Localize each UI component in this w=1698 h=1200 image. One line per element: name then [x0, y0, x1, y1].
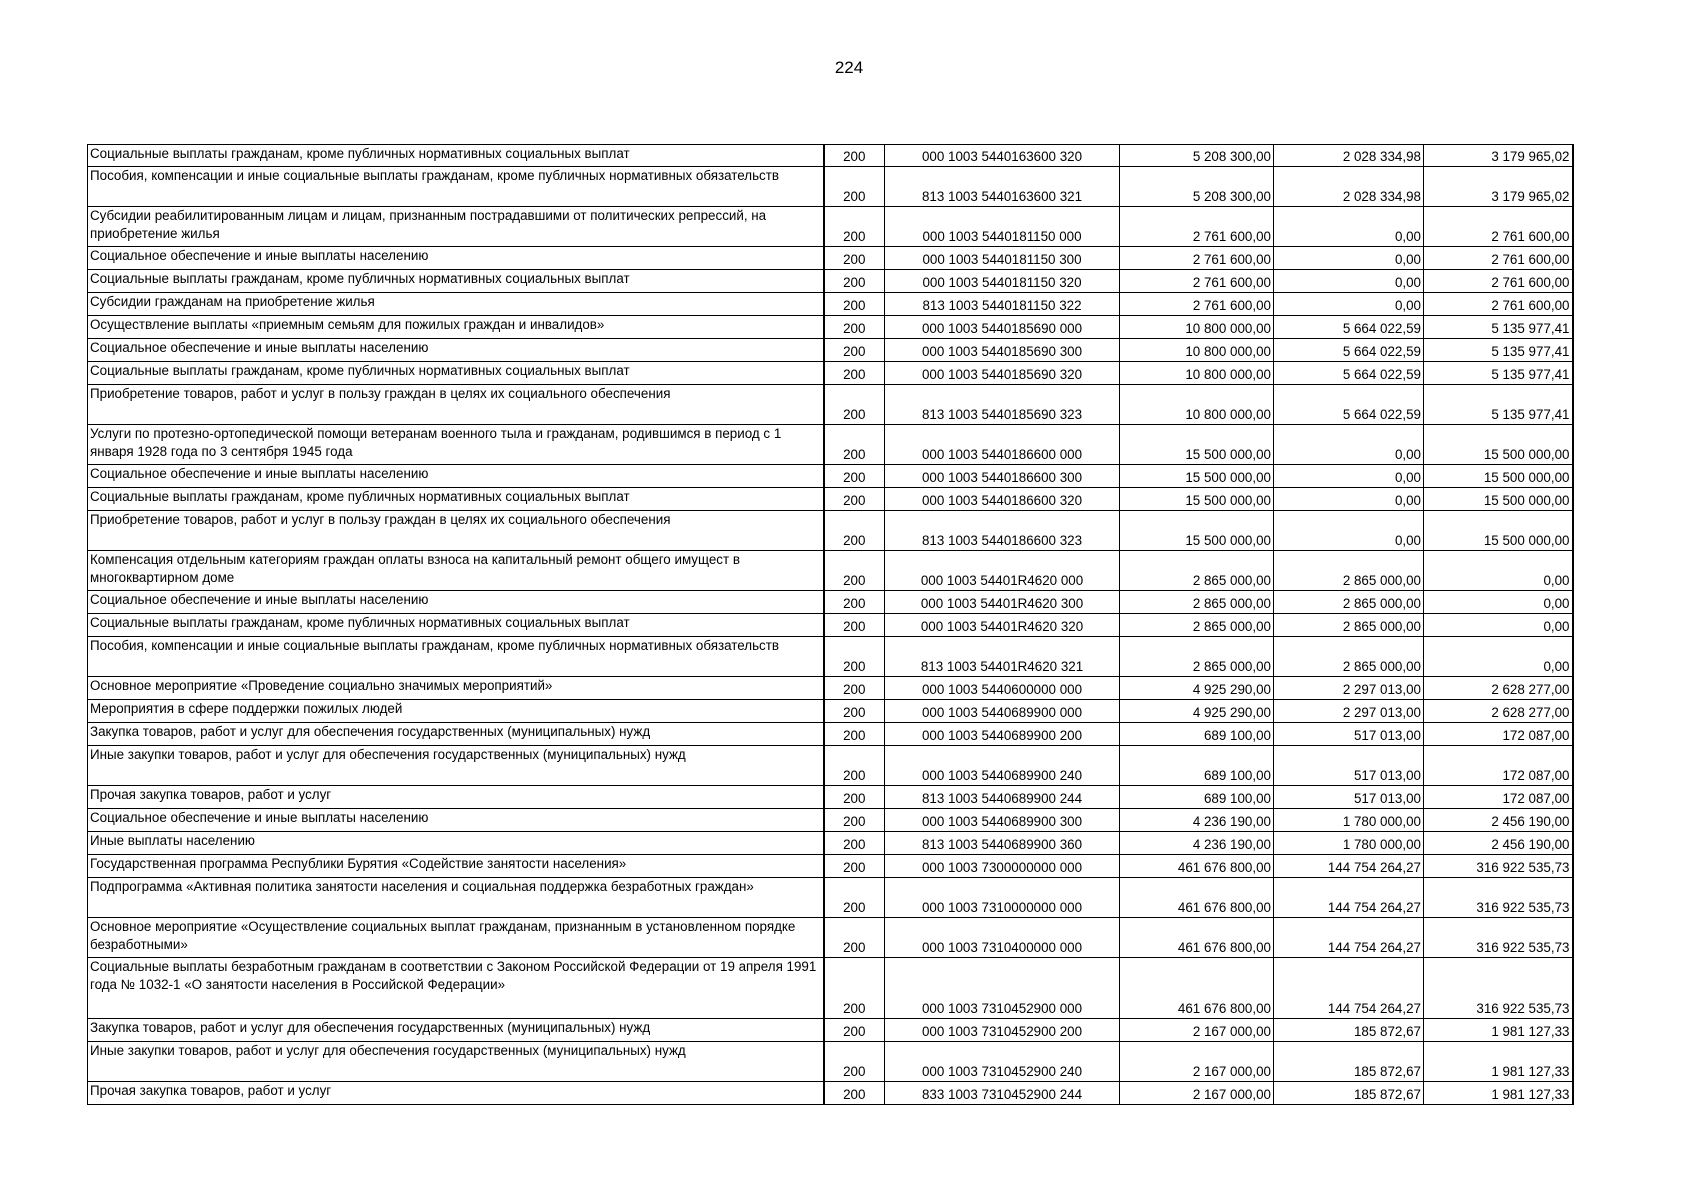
- row-name-cell: Социальное обеспечение и иные выплаты населению: [88, 465, 824, 488]
- row-name-cell: Закупка товаров, работ и услуг для обеспечения государственных (муниципальных) нужд: [88, 1019, 824, 1042]
- row-rest-cell: 2 761 600,00: [1424, 247, 1573, 270]
- row-fact-cell: 5 664 022,59: [1274, 362, 1424, 385]
- table-row: [88, 465, 1573, 488]
- row-rest-cell: 0,00: [1424, 591, 1573, 614]
- row-name-cell: Компенсация отдельным категориям граждан оплаты взноса на капитальный ремонт общего имущест в многоквартирном доме: [88, 551, 824, 591]
- row-fact-cell: 144 754 264,27: [1274, 878, 1424, 918]
- row-fact-cell: 5 664 022,59: [1274, 316, 1424, 339]
- row-plan-cell: 2 761 600,00: [1120, 293, 1274, 316]
- row-name-cell: Закупка товаров, работ и услуг для обеспечения государственных (муниципальных) нужд: [88, 723, 824, 746]
- row-fact-cell: 0,00: [1274, 293, 1424, 316]
- table-row: [88, 551, 1573, 591]
- row-line-code-cell: 200: [824, 591, 885, 614]
- row-name-cell: Иные закупки товаров, работ и услуг для обеспечения государственных (муниципальных) нужд: [88, 1042, 824, 1082]
- row-kbk-cell: 000 1003 5440689900 200: [885, 723, 1120, 746]
- table-row: [88, 385, 1573, 425]
- row-line-code-cell: 200: [824, 746, 885, 786]
- row-fact-cell: 0,00: [1274, 270, 1424, 293]
- row-line-code-cell: 200: [824, 1082, 885, 1105]
- row-rest-cell: 5 135 977,41: [1424, 385, 1573, 425]
- row-name-cell: Основное мероприятие «Проведение социально значимых мероприятий»: [88, 677, 824, 700]
- row-plan-cell: 2 865 000,00: [1120, 591, 1274, 614]
- row-kbk-cell: 000 1003 7310400000 000: [885, 918, 1120, 958]
- row-name-cell: Основное мероприятие «Осуществление социальных выплат гражданам, признанным в установленном порядке безработными»: [88, 918, 824, 958]
- row-plan-cell: 15 500 000,00: [1120, 488, 1274, 511]
- row-name-cell: Социальные выплаты гражданам, кроме публичных нормативных социальных выплат: [88, 362, 824, 385]
- row-fact-cell: 0,00: [1274, 425, 1424, 465]
- row-rest-cell: 1 981 127,33: [1424, 1019, 1573, 1042]
- row-fact-cell: 144 754 264,27: [1274, 855, 1424, 878]
- row-rest-cell: 3 179 965,02: [1424, 167, 1573, 207]
- row-rest-cell: 316 922 535,73: [1424, 855, 1573, 878]
- row-rest-cell: 0,00: [1424, 637, 1573, 677]
- row-kbk-cell: 000 1003 5440185690 000: [885, 316, 1120, 339]
- table-row: [88, 746, 1573, 786]
- row-rest-cell: 2 628 277,00: [1424, 677, 1573, 700]
- row-kbk-cell: 000 1003 54401R4620 320: [885, 614, 1120, 637]
- row-kbk-cell: 000 1003 5440163600 320: [885, 145, 1120, 167]
- row-kbk-cell: 833 1003 7310452900 244: [885, 1082, 1120, 1105]
- row-plan-cell: 2 167 000,00: [1120, 1019, 1274, 1042]
- row-kbk-cell: 813 1003 5440186600 323: [885, 511, 1120, 551]
- row-plan-cell: 4 236 190,00: [1120, 832, 1274, 855]
- row-plan-cell: 2 761 600,00: [1120, 247, 1274, 270]
- row-line-code-cell: 200: [824, 511, 885, 551]
- row-name-cell: Субсидии реабилитированным лицам и лицам, признанным пострадавшими от политических репрессий, на приобретение жилья: [88, 207, 824, 247]
- row-line-code-cell: 200: [824, 1042, 885, 1082]
- row-fact-cell: 185 872,67: [1274, 1082, 1424, 1105]
- table-row: [88, 339, 1573, 362]
- row-plan-cell: 4 925 290,00: [1120, 700, 1274, 723]
- row-plan-cell: 689 100,00: [1120, 746, 1274, 786]
- row-rest-cell: 15 500 000,00: [1424, 425, 1573, 465]
- row-name-cell: Государственная программа Республики Бурятия «Содействие занятости населения»: [88, 855, 824, 878]
- row-name-cell: Социальные выплаты гражданам, кроме публичных нормативных социальных выплат: [88, 488, 824, 511]
- row-rest-cell: 5 135 977,41: [1424, 316, 1573, 339]
- row-line-code-cell: 200: [824, 339, 885, 362]
- table-row: [88, 1019, 1573, 1042]
- row-line-code-cell: 200: [824, 700, 885, 723]
- row-fact-cell: 2 297 013,00: [1274, 677, 1424, 700]
- row-name-cell: Социальное обеспечение и иные выплаты населению: [88, 591, 824, 614]
- row-name-cell: Мероприятия в сфере поддержки пожилых людей: [88, 700, 824, 723]
- page-number: 224: [834, 58, 864, 77]
- row-fact-cell: 517 013,00: [1274, 723, 1424, 746]
- table-row: [88, 316, 1573, 339]
- row-line-code-cell: 200: [824, 1019, 885, 1042]
- row-plan-cell: 461 676 800,00: [1120, 855, 1274, 878]
- row-rest-cell: 1 981 127,33: [1424, 1082, 1573, 1105]
- row-rest-cell: 0,00: [1424, 614, 1573, 637]
- row-rest-cell: 15 500 000,00: [1424, 465, 1573, 488]
- row-line-code-cell: 200: [824, 637, 885, 677]
- row-kbk-cell: 000 1003 5440185690 300: [885, 339, 1120, 362]
- row-plan-cell: 461 676 800,00: [1120, 958, 1274, 1019]
- row-kbk-cell: 000 1003 5440186600 320: [885, 488, 1120, 511]
- row-name-cell: Прочая закупка товаров, работ и услуг: [88, 1082, 824, 1105]
- row-fact-cell: 0,00: [1274, 488, 1424, 511]
- row-rest-cell: 316 922 535,73: [1424, 878, 1573, 918]
- row-rest-cell: 316 922 535,73: [1424, 918, 1573, 958]
- row-line-code-cell: 200: [824, 809, 885, 832]
- table-row: [88, 362, 1573, 385]
- table-row: [88, 700, 1573, 723]
- row-line-code-cell: 200: [824, 786, 885, 809]
- row-line-code-cell: 200: [824, 465, 885, 488]
- row-rest-cell: 5 135 977,41: [1424, 339, 1573, 362]
- row-name-cell: Социальное обеспечение и иные выплаты населению: [88, 809, 824, 832]
- row-kbk-cell: 813 1003 5440185690 323: [885, 385, 1120, 425]
- row-name-cell: Иные выплаты населению: [88, 832, 824, 855]
- row-kbk-cell: 000 1003 7310452900 000: [885, 958, 1120, 1019]
- row-rest-cell: 2 456 190,00: [1424, 832, 1573, 855]
- row-fact-cell: 0,00: [1274, 247, 1424, 270]
- row-line-code-cell: 200: [824, 247, 885, 270]
- table-row: [88, 293, 1573, 316]
- table-row: [88, 637, 1573, 677]
- table-row: [88, 958, 1573, 1019]
- table-row: [88, 878, 1573, 918]
- row-fact-cell: 2 028 334,98: [1274, 145, 1424, 167]
- row-plan-cell: 2 865 000,00: [1120, 614, 1274, 637]
- row-fact-cell: 5 664 022,59: [1274, 385, 1424, 425]
- row-fact-cell: 2 865 000,00: [1274, 637, 1424, 677]
- row-rest-cell: 5 135 977,41: [1424, 362, 1573, 385]
- row-name-cell: Пособия, компенсации и иные социальные выплаты гражданам, кроме публичных нормативных обязательств: [88, 167, 824, 207]
- row-plan-cell: 10 800 000,00: [1120, 362, 1274, 385]
- row-kbk-cell: 813 1003 5440181150 322: [885, 293, 1120, 316]
- row-fact-cell: 0,00: [1274, 511, 1424, 551]
- row-plan-cell: 15 500 000,00: [1120, 425, 1274, 465]
- row-name-cell: Приобретение товаров, работ и услуг в пользу граждан в целях их социального обеспечения: [88, 511, 824, 551]
- row-line-code-cell: 200: [824, 207, 885, 247]
- table-row: [88, 809, 1573, 832]
- row-plan-cell: 4 236 190,00: [1120, 809, 1274, 832]
- row-plan-cell: 10 800 000,00: [1120, 339, 1274, 362]
- row-rest-cell: 2 628 277,00: [1424, 700, 1573, 723]
- row-line-code-cell: 200: [824, 425, 885, 465]
- table-body: [88, 145, 1573, 1105]
- row-rest-cell: 0,00: [1424, 551, 1573, 591]
- row-kbk-cell: 000 1003 5440181150 320: [885, 270, 1120, 293]
- row-kbk-cell: 813 1003 54401R4620 321: [885, 637, 1120, 677]
- row-kbk-cell: 000 1003 54401R4620 300: [885, 591, 1120, 614]
- row-fact-cell: 517 013,00: [1274, 746, 1424, 786]
- row-kbk-cell: 000 1003 5440186600 300: [885, 465, 1120, 488]
- row-line-code-cell: 200: [824, 270, 885, 293]
- row-plan-cell: 10 800 000,00: [1120, 385, 1274, 425]
- row-line-code-cell: 200: [824, 293, 885, 316]
- row-line-code-cell: 200: [824, 723, 885, 746]
- row-line-code-cell: 200: [824, 362, 885, 385]
- row-kbk-cell: 000 1003 5440689900 000: [885, 700, 1120, 723]
- row-kbk-cell: 000 1003 5440181150 000: [885, 207, 1120, 247]
- row-rest-cell: 2 761 600,00: [1424, 293, 1573, 316]
- table-row: [88, 270, 1573, 293]
- row-kbk-cell: 000 1003 5440600000 000: [885, 677, 1120, 700]
- row-name-cell: Социальные выплаты гражданам, кроме публичных нормативных социальных выплат: [88, 270, 824, 293]
- row-plan-cell: 461 676 800,00: [1120, 878, 1274, 918]
- table-row: [88, 207, 1573, 247]
- row-kbk-cell: 000 1003 5440689900 300: [885, 809, 1120, 832]
- row-rest-cell: 172 087,00: [1424, 786, 1573, 809]
- row-plan-cell: 10 800 000,00: [1120, 316, 1274, 339]
- row-kbk-cell: 813 1003 5440163600 321: [885, 167, 1120, 207]
- row-plan-cell: 15 500 000,00: [1120, 511, 1274, 551]
- table-row: [88, 1082, 1573, 1105]
- table-row: [88, 511, 1573, 551]
- row-kbk-cell: 813 1003 5440689900 360: [885, 832, 1120, 855]
- row-kbk-cell: 000 1003 5440181150 300: [885, 247, 1120, 270]
- row-plan-cell: 689 100,00: [1120, 786, 1274, 809]
- table-row: [88, 145, 1573, 167]
- row-fact-cell: 517 013,00: [1274, 786, 1424, 809]
- table-row: [88, 918, 1573, 958]
- row-name-cell: Прочая закупка товаров, работ и услуг: [88, 786, 824, 809]
- budget-execution-table: [87, 144, 1574, 1105]
- table-row: [88, 786, 1573, 809]
- row-line-code-cell: 200: [824, 958, 885, 1019]
- row-name-cell: Субсидии гражданам на приобретение жилья: [88, 293, 824, 316]
- row-kbk-cell: 000 1003 7310000000 000: [885, 878, 1120, 918]
- table-row: [88, 425, 1573, 465]
- row-rest-cell: 172 087,00: [1424, 723, 1573, 746]
- row-plan-cell: 2 167 000,00: [1120, 1042, 1274, 1082]
- row-fact-cell: 185 872,67: [1274, 1019, 1424, 1042]
- row-line-code-cell: 200: [824, 918, 885, 958]
- row-kbk-cell: 000 1003 5440185690 320: [885, 362, 1120, 385]
- row-line-code-cell: 200: [824, 145, 885, 167]
- row-kbk-cell: 000 1003 5440689900 240: [885, 746, 1120, 786]
- row-name-cell: Социальные выплаты гражданам, кроме публичных нормативных социальных выплат: [88, 145, 824, 167]
- row-plan-cell: 4 925 290,00: [1120, 677, 1274, 700]
- row-plan-cell: 2 865 000,00: [1120, 551, 1274, 591]
- table-row: [88, 1042, 1573, 1082]
- row-name-cell: Социальное обеспечение и иные выплаты населению: [88, 339, 824, 362]
- row-fact-cell: 2 865 000,00: [1274, 614, 1424, 637]
- row-kbk-cell: 000 1003 54401R4620 000: [885, 551, 1120, 591]
- row-line-code-cell: 200: [824, 488, 885, 511]
- row-name-cell: Социальные выплаты гражданам, кроме публичных нормативных социальных выплат: [88, 614, 824, 637]
- row-rest-cell: 172 087,00: [1424, 746, 1573, 786]
- row-fact-cell: 1 780 000,00: [1274, 832, 1424, 855]
- row-name-cell: Услуги по протезно-ортопедической помощи ветеранам военного тыла и гражданам, родившимся в период с 1 января 1928 года по 3 сентября 1945 года: [88, 425, 824, 465]
- table-row: [88, 614, 1573, 637]
- row-name-cell: Пособия, компенсации и иные социальные выплаты гражданам, кроме публичных нормативных обязательств: [88, 637, 824, 677]
- row-fact-cell: 185 872,67: [1274, 1042, 1424, 1082]
- table-row: [88, 855, 1573, 878]
- row-fact-cell: 144 754 264,27: [1274, 918, 1424, 958]
- row-plan-cell: 15 500 000,00: [1120, 465, 1274, 488]
- table-row: [88, 591, 1573, 614]
- row-rest-cell: 15 500 000,00: [1424, 488, 1573, 511]
- row-line-code-cell: 200: [824, 316, 885, 339]
- row-name-cell: Социальные выплаты безработным гражданам в соответствии с Законом Российской Федерации от 19 апреля 1991 года № 1032-1 «О занятости населения в Российской Федерации»: [88, 958, 824, 1019]
- row-fact-cell: 0,00: [1274, 465, 1424, 488]
- row-rest-cell: 316 922 535,73: [1424, 958, 1573, 1019]
- table-row: [88, 677, 1573, 700]
- row-plan-cell: 5 208 300,00: [1120, 167, 1274, 207]
- row-fact-cell: 5 664 022,59: [1274, 339, 1424, 362]
- row-rest-cell: 15 500 000,00: [1424, 511, 1573, 551]
- row-name-cell: Иные закупки товаров, работ и услуг для обеспечения государственных (муниципальных) нужд: [88, 746, 824, 786]
- table-row: [88, 247, 1573, 270]
- row-name-cell: Приобретение товаров, работ и услуг в пользу граждан в целях их социального обеспечения: [88, 385, 824, 425]
- row-line-code-cell: 200: [824, 832, 885, 855]
- row-rest-cell: 2 761 600,00: [1424, 207, 1573, 247]
- table-row: [88, 723, 1573, 746]
- row-fact-cell: 144 754 264,27: [1274, 958, 1424, 1019]
- row-name-cell: Подпрограмма «Активная политика занятости населения и социальная поддержка безработных граждан»: [88, 878, 824, 918]
- row-plan-cell: 689 100,00: [1120, 723, 1274, 746]
- row-fact-cell: 2 865 000,00: [1274, 551, 1424, 591]
- row-rest-cell: 2 456 190,00: [1424, 809, 1573, 832]
- row-fact-cell: 2 297 013,00: [1274, 700, 1424, 723]
- row-name-cell: Осуществление выплаты «приемным семьям для пожилых граждан и инвалидов»: [88, 316, 824, 339]
- row-fact-cell: 0,00: [1274, 207, 1424, 247]
- row-plan-cell: 2 167 000,00: [1120, 1082, 1274, 1105]
- row-kbk-cell: 000 1003 7310452900 200: [885, 1019, 1120, 1042]
- row-kbk-cell: 000 1003 5440186600 000: [885, 425, 1120, 465]
- row-fact-cell: 2 865 000,00: [1274, 591, 1424, 614]
- row-kbk-cell: 000 1003 7300000000 000: [885, 855, 1120, 878]
- row-rest-cell: 2 761 600,00: [1424, 270, 1573, 293]
- row-line-code-cell: 200: [824, 551, 885, 591]
- row-plan-cell: 461 676 800,00: [1120, 918, 1274, 958]
- row-kbk-cell: 813 1003 5440689900 244: [885, 786, 1120, 809]
- table-row: [88, 167, 1573, 207]
- row-plan-cell: 2 865 000,00: [1120, 637, 1274, 677]
- row-fact-cell: 2 028 334,98: [1274, 167, 1424, 207]
- table-row: [88, 832, 1573, 855]
- row-name-cell: Социальное обеспечение и иные выплаты населению: [88, 247, 824, 270]
- row-line-code-cell: 200: [824, 614, 885, 637]
- table-row: [88, 488, 1573, 511]
- row-line-code-cell: 200: [824, 385, 885, 425]
- row-kbk-cell: 000 1003 7310452900 240: [885, 1042, 1120, 1082]
- row-line-code-cell: 200: [824, 878, 885, 918]
- row-line-code-cell: 200: [824, 167, 885, 207]
- row-plan-cell: 2 761 600,00: [1120, 207, 1274, 247]
- row-line-code-cell: 200: [824, 855, 885, 878]
- row-fact-cell: 1 780 000,00: [1274, 809, 1424, 832]
- row-plan-cell: 5 208 300,00: [1120, 145, 1274, 167]
- row-rest-cell: 1 981 127,33: [1424, 1042, 1573, 1082]
- row-plan-cell: 2 761 600,00: [1120, 270, 1274, 293]
- row-line-code-cell: 200: [824, 677, 885, 700]
- row-rest-cell: 3 179 965,02: [1424, 145, 1573, 167]
